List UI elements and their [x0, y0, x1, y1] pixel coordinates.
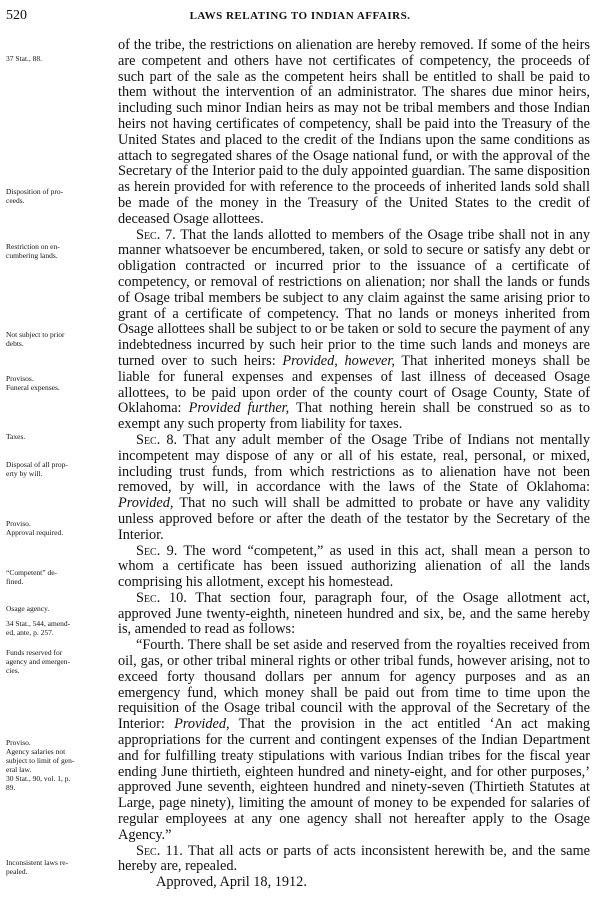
section-9: Sec. 9. The word “competent,” as used in this act, shall mean a person to whom a certificate has been issued authorizing alienation of all the lands comprising his allotment, except his homestead.: [118, 542, 590, 591]
margin-note-restriction: Restriction on en- cumbering lands.: [6, 242, 60, 260]
margin-note-statute-amended: 34 Stat., 544, amend- ed, ante, p. 257.: [6, 619, 71, 637]
section-11: Sec. 11. That all acts or parts of acts inconsistent herewith be, and the same hereby are, repealed.: [118, 842, 590, 875]
margin-note-approval-required: Proviso. Approval required.: [6, 519, 64, 537]
page-header: [0, 4, 600, 24]
margin-note-prior-debts: Not subject to prior debts.: [6, 330, 65, 348]
section-label: Sec. 7.: [136, 226, 176, 243]
section-7: Sec. 7. That the lands allotted to members of the Osage tribe shall not in any manner whatsoever be encumbered, taken, or sold to secure or satisfy any debt or obligation contracted or incurred prior to the issuance of a certificate of competency, or removal of restrictions on alienation; nor shall the lands or funds of Osage tribal members be subject to any claim against the same arising prior to grant of a certificate of competency. That no lands or moneys inherited from Osage allottees shall be subject to or be taken or sold to secure the payment of any indebtedness incurred by such heir prior to the time such lands and moneys are turned over to such heirs: Provided, however, That inherited moneys shall be liable for funeral expenses and expenses of last illness of deceased Osage allottees, to be paid upon order of the county court of Osage County, State of Oklahoma: Provided further, That nothing herein shall be construed so as to exempt any such property from liability for taxes.: [118, 226, 590, 433]
margin-note-inconsistent-laws: Inconsistent laws re- pealed.: [6, 858, 69, 876]
section-label: Sec. 11.: [136, 842, 183, 859]
margin-note-funds-reserved: Funds reserved for agency and emergen- cies.: [6, 648, 70, 675]
page-number: 520: [6, 8, 27, 23]
margin-note-disposition-proceeds: Disposition of pro- ceeds.: [6, 187, 64, 205]
section-label: Sec. 8.: [136, 431, 178, 448]
section-label: Sec. 9.: [136, 542, 178, 559]
margin-note-disposal-by-will: Disposal of all prop- erty by will.: [6, 460, 68, 478]
paragraph-continuation: of the tribe, the restrictions on alienation are hereby removed. If some of the heirs are competent and others have not certificates of competency, the proceeds of such part of the sale as the competent heirs shall be entitled to shall be paid to them without the intervention of an administrator. The shares due minor heirs, including such minor Indian heirs as may not be tribal members and those Indian heirs not having certificates of competency, shall be paid into the Treasury of the United States and placed to the credit of the Indians upon the same conditions as attach to segregated shares of the Osage national fund, or with the approval of the Secretary of the Interior paid to the duly appointed guardian. The same disposition as herein provided for with reference to the proceeds of inherited lands sold shall be made of the money in the Treasury of the United States to the credit of deceased Osage allottees.: [118, 37, 590, 227]
quoted-paragraph-fourth: “Fourth. There shall be set aside and reserved from the royalties received from oil, gas, or other tribal mineral rights or other tribal funds, however arising, not to exceed forty thousand dollars per annum for agency purposes and as an emergency fund, which money shall be paid out from time to time upon the requisition of the Osage tribal council with the approval of the Secretary of the Interior: Provided, That the provision in the act entitled ‘An act making appropriations for the current and contingent expenses of the Indian Department and for fulfilling treaty stipulations with various Indian tribes for the fiscal year ending June thirtieth, eighteen hundred and ninety-eight, and for other purposes,’ approved June seventh, eighteen hundred and ninety-seven (Thirtieth Statutes at Large, page ninety), limiting the amount of money to be expended for salaries of regular employees at any one agency shall not hereafter apply to the Osage Agency.”: [118, 637, 590, 843]
margin-note-taxes: Taxes.: [6, 432, 26, 441]
section-label: Sec. 10.: [136, 589, 187, 606]
section-10: Sec. 10. That section four, paragraph four, of the Osage allotment act, approved June twenty-eighth, nineteen hundred and six, be, and the same hereby is, amended to read as follows:: [118, 589, 591, 638]
section-8: Sec. 8. That any adult member of the Osage Tribe of Indians not mentally incompetent may dispose of any or all of his estate, real, personal, or mixed, including trust funds, from which restrictions as to alienation have not been removed, by will, in accordance with the laws of the State of Oklahoma: Provided, That no such will shall be admitted to probate or have any validity unless approved before or after the death of the testator by the Secretary of the Interior.: [118, 431, 590, 543]
approval-date: Approved, April 18, 1912.: [156, 874, 307, 891]
body-text: [118, 38, 590, 891]
margin-note-osage-agency: Osage agency.: [6, 604, 50, 613]
margin-note-funeral-expenses: Provisos. Funeral expenses.: [6, 374, 60, 392]
running-head: LAWS RELATING TO INDIAN AFFAIRS.: [189, 10, 411, 22]
margin-note-agency-salaries: Proviso. Agency salaries not subject to limit of gen- eral law. 30 Stat., 90, vol. 1, p. 89.: [6, 738, 75, 792]
margin-note-competent-defined: “Competent” de- fined.: [6, 568, 58, 586]
margin-note-statute-ref: 37 Stat., 88.: [6, 54, 43, 63]
